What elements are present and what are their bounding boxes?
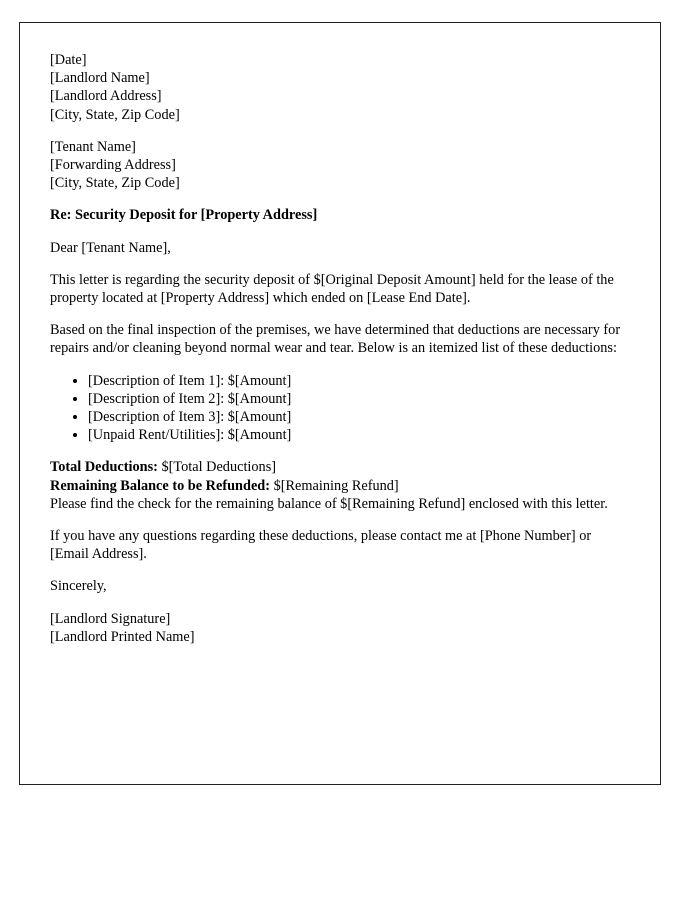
remaining-balance-line [50,477,630,495]
remaining-balance-label: Remaining Balance to be Refunded: [50,477,274,494]
list-item: • [Description of Item 3]: $[Amount] [88,408,630,426]
tenant-name-line: [Tenant Name] [50,138,136,155]
signature-block [50,610,630,646]
total-deductions-value: $[Total Deductions] [161,459,277,476]
letter-body [20,23,660,646]
list-item: • [Unpaid Rent/Utilities]: $[Amount] [88,426,630,444]
deductions-list [50,372,630,445]
salutation: Dear [Tenant Name], [50,239,171,256]
closing-salutation: Sincerely, [50,578,107,595]
list-item: • [Description of Item 2]: $[Amount] [88,390,630,408]
sender-address-block [50,51,630,124]
total-deductions-label: Total Deductions: [50,459,162,476]
forwarding-address-line: [Forwarding Address] [50,157,176,174]
paragraph-deposit-summary: This letter is regarding the security deposit of $[Original Deposit Amount] held for the lease of the property located at [Property Address] which ended on [Lease End Date]. [50,271,614,307]
landlord-address-line: [Landlord Address] [50,88,162,105]
subject-line: Re: Security Deposit for [Property Address] [50,207,318,224]
recipient-address-block [50,138,630,193]
landlord-city-state-zip-line: [City, State, Zip Code] [50,106,180,123]
tenant-city-state-zip-line: [City, State, Zip Code] [50,175,180,192]
paragraph-check-enclosed: Please find the check for the remaining balance of $[Remaining Refund] enclosed with this letter. [50,495,608,512]
remaining-balance-value: $[Remaining Refund] [273,477,399,494]
paragraph-inspection-findings: Based on the final inspection of the premises, we have determined that deductions are necessary for repairs and/or cleaning beyond normal wear and tear. Below is an itemized list of these deductions: [50,322,621,357]
totals-block [50,458,630,494]
letter-frame [19,22,661,785]
date-line: [Date] [50,52,87,68]
paragraph-contact-info: If you have any questions regarding these deductions, please contact me at [Phone Number] or [Email Address]. [50,528,592,563]
list-item: • [Description of Item 1]: $[Amount] [88,372,630,390]
total-deductions-line [50,458,630,476]
landlord-printed-name-line: [Landlord Printed Name] [50,628,195,645]
landlord-name-line: [Landlord Name] [50,70,150,87]
landlord-signature-line: [Landlord Signature] [50,610,171,627]
